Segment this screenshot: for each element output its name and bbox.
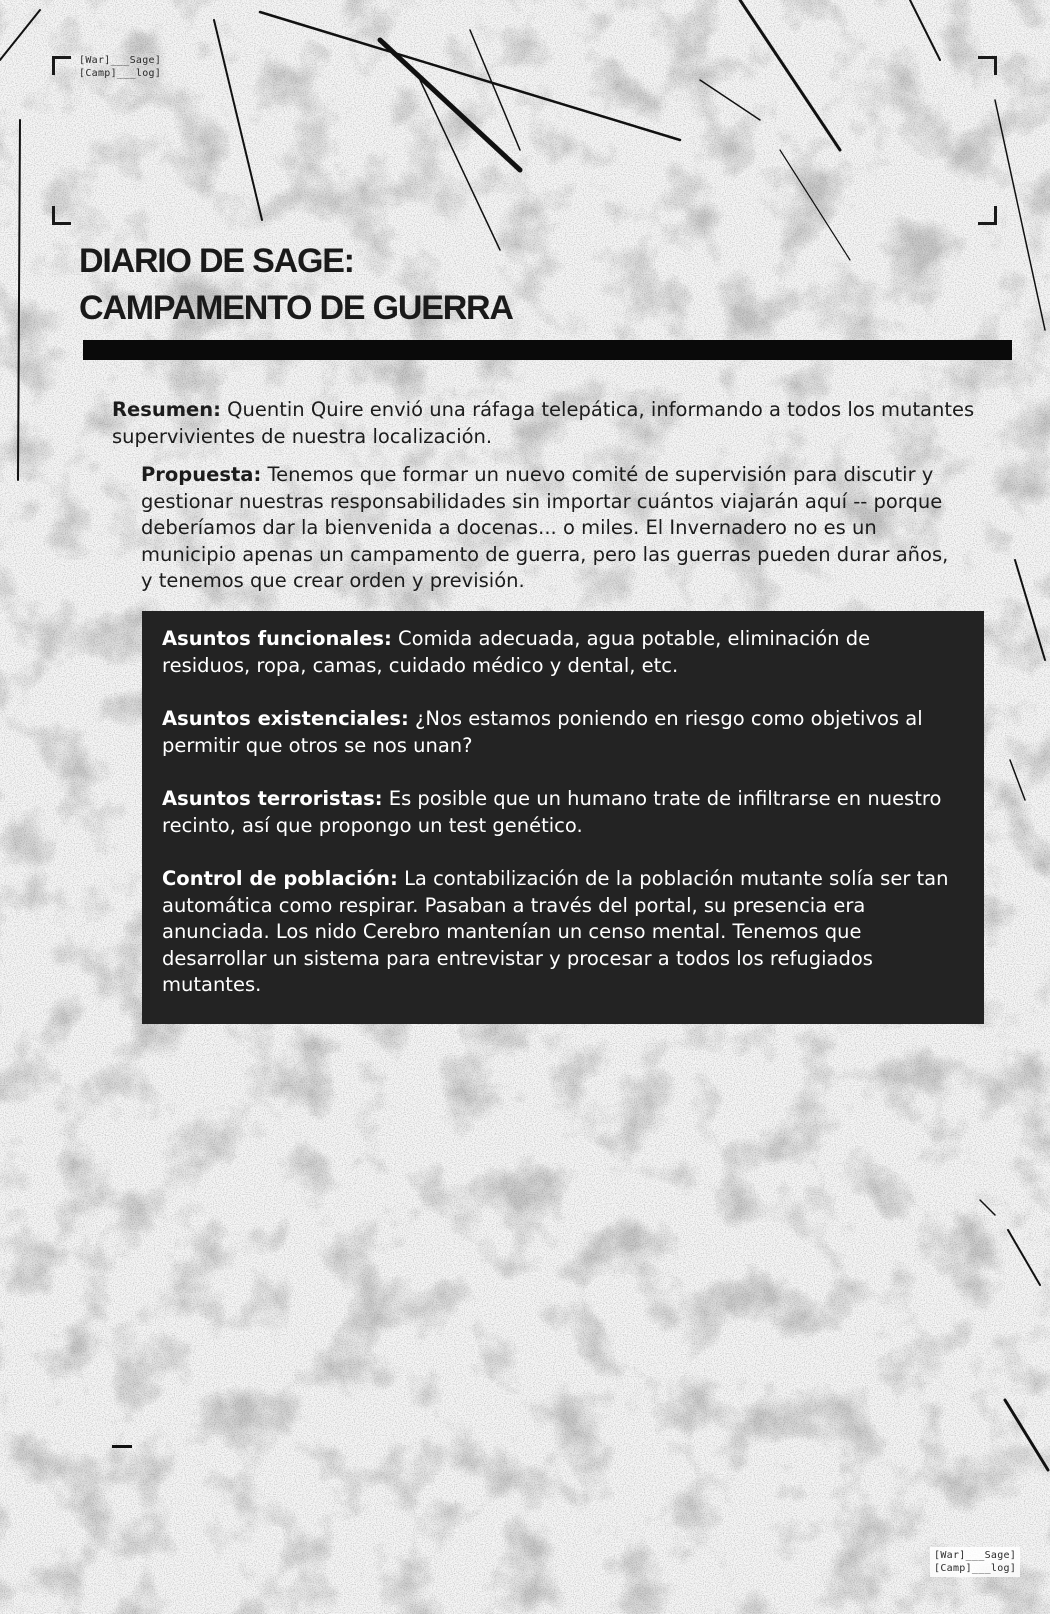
footer-tag: [930, 1547, 1020, 1577]
summary-paragraph: [112, 397, 982, 450]
proposal-text: Tenemos que formar un nuevo comité de supervisión para discutir y gestionar nuestras responsabilidades sin importar cuántos viajarán aquí -- porque deberíamos dar la bienvenida a docenas... o miles. El Invernadero no es un municipio apenas un campamento de guerra, pero las guerras pueden durar años, y tenemos que crear orden y previsión.: [141, 463, 949, 592]
page-title: [79, 238, 513, 332]
issue-item: [162, 786, 964, 839]
page-title-line-1: DIARIO DE SAGE:: [79, 242, 354, 280]
issue-text: Comida adecuada, agua potable, eliminación de residuos, ropa, camas, cuidado médico y dental, etc.: [162, 627, 871, 677]
issue-label: Control de población:: [162, 867, 398, 890]
corner-bracket-top-left: [52, 56, 71, 75]
page-dash-mark: [112, 1445, 132, 1448]
issue-label: Asuntos funcionales:: [162, 627, 392, 650]
issue-item: [162, 866, 964, 999]
footer-tag-line-2: [Camp]___log]: [934, 1563, 1017, 1574]
issue-label: Asuntos terroristas:: [162, 787, 383, 810]
corner-bracket-bottom-left: [52, 206, 71, 225]
issues-panel: [142, 611, 984, 1024]
issue-text: Es posible que un humano trate de infiltrarse en nuestro recinto, así que propongo un test genético.: [162, 787, 942, 837]
proposal-paragraph: [141, 462, 961, 595]
issue-text: La contabilización de la población mutante solía ser tan automática como respirar. Pasaban a través del portal, su presencia era anunciada. Los nido Cerebro mantenían un censo mental. Tenemos que desarrollar un sistema para entrevistar y procesar a todos los refugiados mutantes.: [162, 867, 949, 996]
header-tag: [79, 54, 161, 80]
page-title-line-2: CAMPAMENTO DE GUERRA: [79, 289, 513, 327]
issue-item: [162, 626, 964, 679]
proposal-label: Propuesta:: [141, 463, 262, 486]
header-tag-line-1: [War]___Sage]: [79, 55, 162, 66]
issue-text: ¿Nos estamos poniendo en riesgo como objetivos al permitir que otros se nos unan?: [162, 707, 923, 757]
corner-bracket-bottom-right: [978, 206, 997, 225]
title-divider-bar: [83, 340, 1012, 360]
issue-item: [162, 706, 964, 759]
corner-bracket-top-right: [978, 56, 997, 75]
footer-tag-line-1: [War]___Sage]: [934, 1550, 1017, 1561]
header-tag-line-2: [Camp]___log]: [79, 68, 162, 79]
summary-label: Resumen:: [112, 398, 221, 421]
issue-label: Asuntos existenciales:: [162, 707, 409, 730]
summary-text: Quentin Quire envió una ráfaga telepática, informando a todos los mutantes supervivientes de nuestra localización.: [112, 398, 975, 448]
